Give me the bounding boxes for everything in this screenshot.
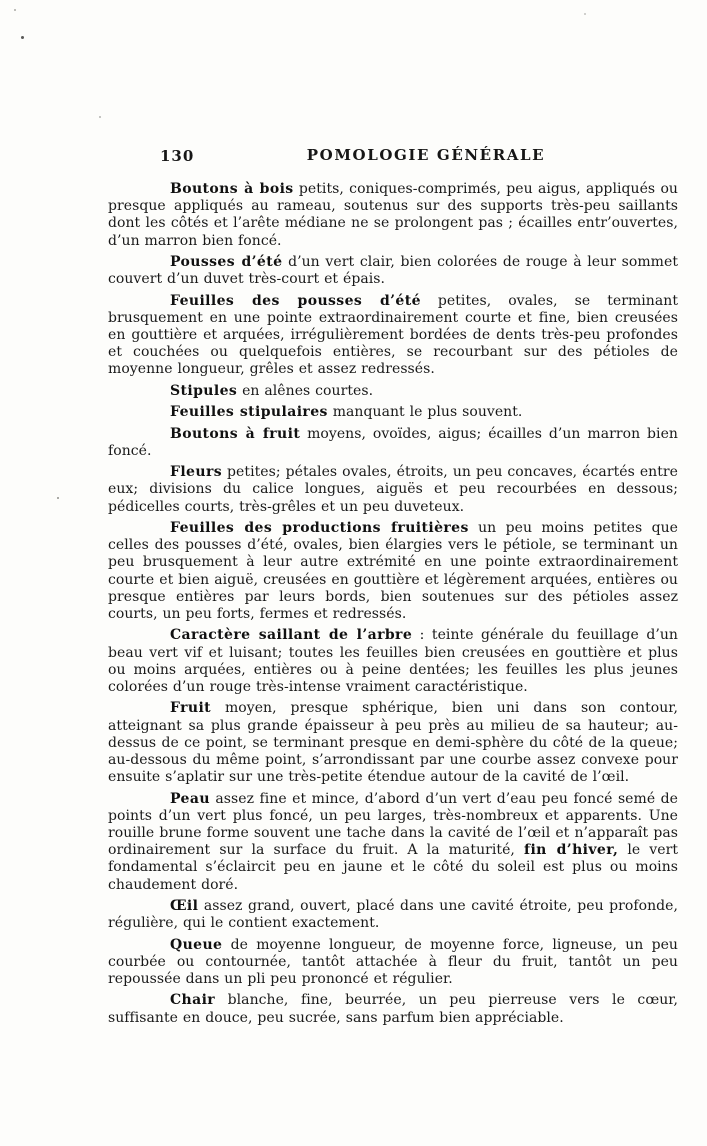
- paragraph: [108, 464, 678, 516]
- paragraph: [108, 404, 678, 421]
- page-number: 130: [160, 147, 195, 165]
- paragraph-text: en alênes courtes.: [237, 382, 374, 399]
- paragraph: [108, 293, 678, 379]
- scan-speck: [14, 9, 16, 11]
- scan-speck: [57, 497, 59, 499]
- running-head: [108, 146, 678, 166]
- page-body: [108, 181, 678, 1027]
- paragraph: [108, 254, 678, 288]
- lead-term: Peau: [170, 790, 210, 807]
- paragraph: [108, 791, 678, 894]
- lead-term: Chair: [170, 992, 216, 1009]
- paragraph-text: petites; pétales ovales, étroits, un peu concaves, écartés entre eux; divisions du calice longues, aiguës et peu recourbées en dessous; pédicelles courts, très-grêles et un peu duveteux.: [108, 464, 678, 515]
- paragraph: [108, 426, 678, 460]
- lead-term: Queue: [170, 936, 223, 953]
- paragraph-text: moyens, ovoïdes, aigus; écailles d’un marron bien foncé.: [108, 425, 678, 459]
- lead-term: Pousses d’été: [170, 254, 283, 270]
- paragraph-text: d’un vert clair, bien colorées de rouge à leur sommet couvert d’un duvet très-court et épais.: [108, 254, 679, 288]
- lead-term: Œil: [170, 897, 199, 914]
- paragraph: [108, 992, 678, 1026]
- paragraph-text: de moyenne longueur, de moyenne force, ligneuse, un peu courbée ou contournée, tantôt attachée à fleur du fruit, tantôt un peu repoussée dans un pli peu prononcé et régulier.: [108, 936, 678, 987]
- lead-term: Boutons à fruit: [170, 425, 301, 442]
- lead-term: Feuilles stipulaires: [170, 404, 328, 421]
- paragraph-text: moyen, presque sphérique, bien uni dans son contour, atteignant sa plus grande épaisseur à peu près au milieu de sa hauteur; au-dessus de ce point, se terminant presque en demi-sphère du côté de la queue; au-dessous du même point, s’arrondissant par une courbe assez convexe pour ensuite s’aplatir sur une très-petite étendue autour de la cavité de l’œil.: [108, 700, 678, 786]
- paragraph-text: assez fine et mince, d’abord d’un vert d’eau peu foncé semé de points d’un vert plus foncé, un peu larges, très-nombreux et apparents. Une rouille brune forme souvent une tache dans la cavité de l’œil et n’apparaît pas ordinairement sur la surface du fruit. A la maturité,: [108, 790, 678, 859]
- paragraph-text: blanche, fine, beurrée, un peu pierreuse vers le cœur, suffisante en douce, peu sucrée, sans parfum bien appréciable.: [108, 992, 678, 1026]
- paragraph-text: petites, ovales, se terminant brusquement en une pointe extraordinairement courte et fine, bien creusées en gouttière et arquées, irrégulièrement bordées de dents très-peu profondes et couchées ou quelquefois entières, se recourbant sur des pétioles de moyenne longueur, grêles et assez redressés.: [108, 292, 679, 378]
- lead-term: Feuilles des productions fruitières: [170, 519, 469, 536]
- paragraph-text: assez grand, ouvert, placé dans une cavité étroite, peu profonde, régulière, qui le contient exactement.: [108, 897, 678, 932]
- paragraph-text: manquant le plus souvent.: [327, 404, 523, 421]
- paragraph: [108, 181, 678, 250]
- paragraph: [108, 937, 678, 989]
- header-title: POMOLOGIE GÉNÉRALE: [306, 146, 546, 164]
- text-column: [108, 146, 678, 1027]
- lead-term: fin d’hiver,: [524, 842, 619, 859]
- lead-term: Caractère saillant de l’arbre: [170, 627, 413, 644]
- lead-term: Fruit: [170, 700, 212, 717]
- lead-term: Feuilles des pousses d’été: [170, 292, 421, 309]
- paragraph-text: le vert fondamental s’éclaircit peu en jaune et le côté du soleil est plus ou moins chaudement doré.: [108, 842, 678, 893]
- paragraph: [108, 627, 678, 696]
- paragraph-text: : teinte générale du feuillage d’un beau vert vif et luisant; toutes les feuilles bien creusées en gouttière et plus ou moins arquées, entières ou à peine dentées; les feuilles les plus jeunes colorées d’un rouge très-intense vraiment caractéristique.: [108, 627, 678, 695]
- paragraph-text: petits, coniques-comprimés, peu aigus, appliqués ou presque appliqués au rameau, soutenus sur des supports très-peu saillants dont les côtés et l’arête médiane ne se prolongent pas ; écailles entr’ouvertes, d’un marron bien foncé.: [108, 181, 679, 249]
- lead-term: Fleurs: [170, 464, 223, 481]
- paragraph: [108, 700, 678, 786]
- paragraph: [108, 520, 678, 623]
- scan-speck: [99, 116, 101, 118]
- paragraph: [108, 383, 678, 400]
- scan-speck: [584, 13, 586, 15]
- paragraph: [108, 898, 678, 932]
- paragraph-text: un peu moins petites que celles des pousses d’été, ovales, bien élargies vers le pétiole, se terminant un peu brusquement à leur autre extrémité en une pointe extraordinairement courte et bien aiguë, creusées en gouttière et légèrement arquées, entières ou presque entières par leurs bords, bien soutenues sur des pétioles assez courts, un peu forts, fermes et redressés.: [108, 519, 678, 622]
- lead-term: Stipules: [170, 382, 238, 399]
- lead-term: Boutons à bois: [170, 181, 294, 197]
- scan-speck: [21, 36, 24, 39]
